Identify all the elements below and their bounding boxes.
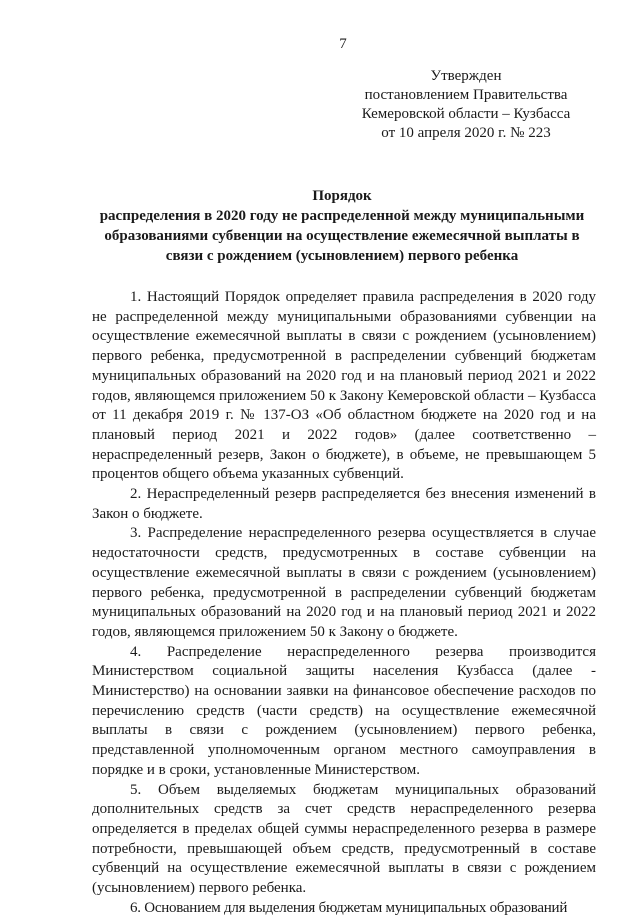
paragraph-6: 6. Основанием для выделения бюджетам муниципальных образований — [130, 899, 568, 916]
paragraph-2: 2. Нераспределенный резерв распределяется без внесения изменений в Закон о бюджете. — [92, 486, 596, 522]
title-line-3: связи с рождением (усыновлением) первого ребенка — [165, 248, 519, 264]
paragraph-3: 3. Распределение нераспределенного резерва осуществляется в случае недостаточности средств, предусмотренных в составе субвенции на осуществление ежемесячной выплаты в связи с рождением (усыновлением) первого ребенка, предусмотренной в распределении субвенций бюджетам муниципальных образований на 2020 год и на плановый период 2021 и 2022 годов, являющемся приложением 50 к Закону о бюджете. — [92, 525, 596, 640]
page-number: 7 — [339, 36, 347, 52]
approval-line-4: от 10 апреля 2020 г. № 223 — [381, 125, 551, 141]
title-line-1: распределения в 2020 году не распределенной между муниципальными — [99, 208, 585, 224]
paragraph-4: 4. Распределение нераспределенного резерва производится Министерством социальной защиты населения Кузбасса (далее - Министерство) на основании заявки на финансовое обеспечение расходов по перечислению средств (части средств) на осуществление ежемесячной выплаты в связи с рождением (усыновлением) первого ребенка, представленной уполномоченным органом местного самоуправления в порядке и в сроки, установленные Министерством. — [92, 643, 596, 778]
approval-line-3: Кемеровской области – Кузбасса — [361, 106, 571, 122]
title-line-2: образованиями субвенции на осуществление ежемесячной выплаты в — [104, 228, 580, 244]
approval-line-2: постановлением Правительства — [364, 87, 568, 103]
document-title — [92, 186, 592, 266]
paragraph-1: 1. Настоящий Порядок определяет правила распределения в 2020 году не распределенной между муниципальными образованиями субвенции на осуществление ежемесячной выплаты в связи с рождением (усыновлением) первого ребенка, предусмотренной в распределении субвенций бюджетам муниципальных образований на 2020 год и на плановый период 2021 и 2022 годов, являющемся приложением 50 к Закону Кемеровской области – Кузбасса от 11 декабря 2019 г. № 137-ОЗ «Об областном бюджете на 2020 год и на плановый период 2021 и 2022 годов» (далее соответственно – нераспределенный резерв, Закон о бюджете), в объеме, не превышающем 5 процентов общего объема указанных субвенций. — [92, 289, 596, 483]
approval-line-1: Утвержден — [430, 68, 502, 84]
title-heading: Порядок — [312, 188, 372, 204]
paragraph-5: 5. Объем выделяемых бюджетам муниципальных образований дополнительных средств за счет средств нераспределенного резерва определяется в пределах общей суммы нераспределенного резерва в размере потребности, превышающей объем средств, предусмотренный в составе субвенций на осуществление ежемесячной выплаты в связи с рождением (усыновлением) первого ребенка. — [92, 781, 596, 897]
document-body — [92, 288, 596, 919]
approval-stamp — [336, 67, 596, 143]
